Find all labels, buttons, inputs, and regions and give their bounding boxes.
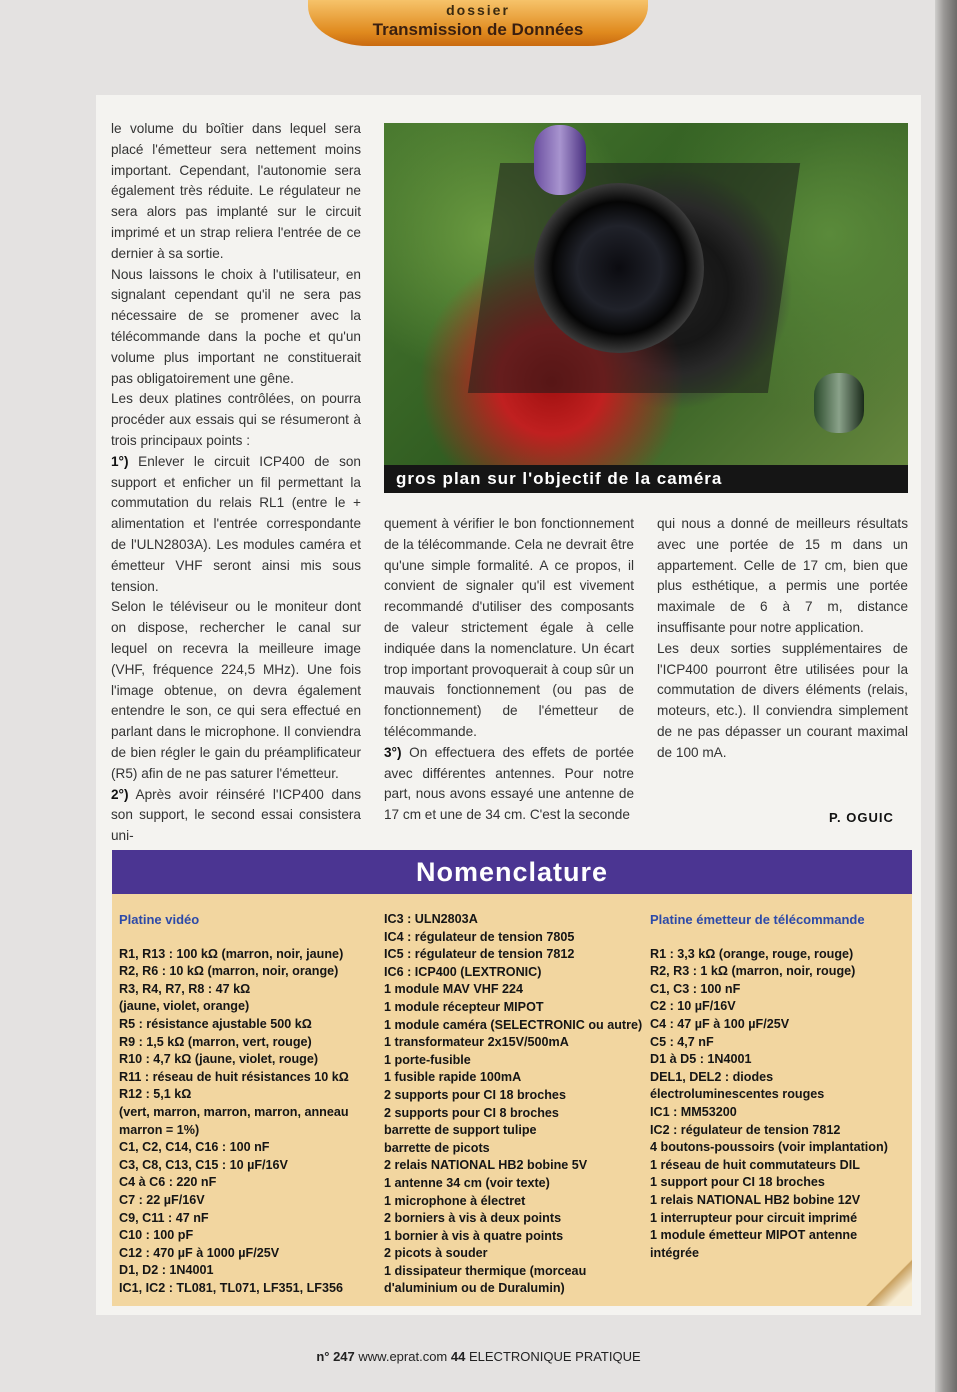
list-item: R2, R3 : 1 kΩ (marron, noir, rouge) [650, 964, 856, 979]
header-kicker: dossier [446, 2, 510, 18]
nomenclature-title: Nomenclature [112, 850, 912, 894]
camera-lens-photo [384, 123, 908, 493]
author-signature: P. OGUIC [829, 810, 894, 825]
list-item: D1, D2 : 1N4001 [119, 1263, 214, 1278]
list-item: 2 supports pour CI 8 broches [384, 1105, 559, 1120]
list-item: 1 interrupteur pour circuit imprimé [650, 1210, 858, 1225]
header-section-title: Transmission de Données [372, 20, 584, 39]
list-item: IC5 : régulateur de tension 7812 [384, 947, 575, 962]
nomenclature-heading: Platine vidéo [119, 912, 200, 927]
list-item: R1 : 3,3 kΩ (orange, rouge, rouge) [650, 946, 854, 961]
page-number: 44 [450, 1349, 466, 1364]
list-item: IC3 : ULN2803A [384, 912, 478, 926]
capacitor-shape [814, 373, 864, 433]
list-item: R1, R13 : 100 kΩ (marron, noir, jaune) [119, 946, 344, 961]
photo-caption: gros plan sur l'objectif de la caméra [384, 465, 908, 493]
paragraph: Selon le téléviseur ou le moniteur dont on dispose, rechercher le canal sur lequel on recevra la meilleure image (VHF, fréquence 224,5 MHz). Une fois l'image obtenue, on devra également entendre le son, ce qui sera effectué en parlant dans le microphone. Il conviendra de bien régler le gain du préamplificateur (R5) afin de ne pas saturer l'émetteur. [111, 599, 361, 781]
paragraph: quement à vérifier le bon fonctionnement de la télécommande. Cela ne devrait être qu'une simple formalité. A ce propos, il convient de signaler qu'il est vivement recommandé d'utiliser des composants de valeur strictement égale à celle indiquée dans la nomenclature. Un écart trop important provoquerait à coup sûr un mauvais fonctionnement (ou pas de fonctionnement) de l'émetteur de télécommande. [384, 516, 634, 739]
list-item: 2 supports pour CI 18 broches [384, 1087, 566, 1102]
paragraph: Les deux platines contrôlées, on pourra procéder aux essais qui se résumeront à trois principaux points : [111, 391, 361, 448]
list-item: C5 : 4,7 nF [650, 1034, 714, 1049]
list-item: IC2 : régulateur de tension 7812 [650, 1122, 841, 1137]
list-item: 1 antenne 34 cm (voir texte) [384, 1175, 550, 1190]
page-footer [0, 1349, 957, 1364]
list-item: 1 relais NATIONAL HB2 bobine 12V [650, 1192, 861, 1207]
list-item: R11 : réseau de huit résistances 10 kΩ [119, 1069, 349, 1084]
list-item: 2 picots à souder [384, 1246, 488, 1261]
list-item: (jaune, violet, orange) [119, 999, 250, 1014]
list-item: 1 microphone à électret [384, 1193, 526, 1208]
list-item: (vert, marron, marron, marron, anneau marron = 1%) [119, 1104, 349, 1137]
step-number: 3°) [384, 744, 402, 760]
article-column-3 [657, 514, 908, 764]
list-item: C7 : 22 µF/16V [119, 1192, 205, 1207]
list-item: IC6 : ICP400 (LEXTRONIC) [384, 964, 542, 979]
list-item: 1 module récepteur MIPOT [384, 999, 544, 1014]
list-item: D1 à D5 : 1N4001 [650, 1052, 752, 1067]
list-item: 2 borniers à vis à deux points [384, 1211, 562, 1226]
list-item: 1 bornier à vis à quatre points [384, 1228, 564, 1243]
step-number: 2°) [111, 786, 129, 802]
step-text: Après avoir réinséré l'ICP400 dans son support, le second essai consistera uni- [111, 786, 361, 844]
step-text: On effectuera des effets de portée avec différentes antennes. Pour notre part, nous avons essayé une antenne de 17 cm et une de 34 cm. C'est la seconde [384, 744, 634, 823]
list-item: barrette de support tulipe [384, 1123, 537, 1138]
paragraph: le volume du boîtier dans lequel sera placé l'émetteur sera nettement moins important. Cependant, l'autonomie sera également très réduite. Le régulateur ne sera alors pas implanté sur le circuit imprimé et un strap reliera l'entrée de ce dernier à sa sortie. [111, 121, 361, 261]
list-item: R9 : 1,5 kΩ (marron, vert, rouge) [119, 1034, 312, 1049]
list-item: 1 module MAV VHF 224 [384, 982, 524, 997]
list-item: C1, C3 : 100 nF [650, 981, 741, 996]
paragraph-step-2 [111, 785, 361, 847]
paragraph-step-3 [384, 743, 634, 826]
issue-number: n° 247 [316, 1349, 355, 1364]
article-column-2 [384, 514, 634, 826]
list-item: C2 : 10 µF/16V [650, 999, 736, 1014]
list-item: IC4 : régulateur de tension 7805 [384, 929, 575, 944]
list-item: C12 : 470 µF à 1000 µF/25V [119, 1245, 280, 1260]
list-item: 2 relais NATIONAL HB2 bobine 5V [384, 1158, 588, 1173]
website-url: www.eprat.com [358, 1349, 448, 1364]
capacitor-shape [534, 125, 586, 195]
list-item: 1 module émetteur MIPOT antenne intégrée [650, 1228, 858, 1260]
step-number: 1°) [111, 453, 129, 469]
list-item: C9, C11 : 47 nF [119, 1210, 209, 1225]
list-item: C3, C8, C13, C15 : 10 µF/16V [119, 1157, 288, 1172]
paragraph: Les deux sorties supplémentaires de l'ICP400 pourront être utilisées pour la commutation de divers éléments (relais, moteurs, etc.). Il conviendra simplement de ne pas dépasser un courant maximal de 100 mA. [657, 640, 908, 760]
magazine-name: ELECTRONIQUE PRATIQUE [468, 1349, 641, 1364]
article-column-1 [111, 119, 361, 847]
step-text: Enlever le circuit ICP400 de son support et enficher un fil permettant la commutation du relais RL1 (entre le + alimentation et l'entrée correspondante de l'ULN2803A). Les modules caméra et émetteur VHF seront ainsi mis sous tension. [111, 453, 361, 594]
list-item: barrette de picots [384, 1140, 490, 1155]
list-item: C4 : 47 µF à 100 µF/25V [650, 1016, 790, 1031]
list-item: R2, R6 : 10 kΩ (marron, noir, orange) [119, 964, 339, 979]
camera-lens-shape [534, 183, 704, 353]
nomenclature-column-remote [650, 911, 902, 1262]
list-item: R3, R4, R7, R8 : 47 kΩ [119, 981, 251, 996]
list-item: DEL1, DEL2 : diodes électroluminescentes rouges [650, 1069, 825, 1102]
list-item: IC1 : MM53200 [650, 1104, 737, 1119]
nomenclature-heading: Platine émetteur de télécommande [650, 912, 865, 927]
list-item: 1 transformateur 2x15V/500mA [384, 1035, 569, 1050]
list-item: R12 : 5,1 kΩ [119, 1087, 192, 1102]
section-header-tab [308, 0, 648, 46]
list-item: C1, C2, C14, C16 : 100 nF [119, 1140, 270, 1155]
paragraph-step-1 [111, 452, 361, 598]
list-item: 1 dissipateur thermique (morceau d'aluminium ou de Duralumin) [384, 1263, 587, 1296]
list-item: IC1, IC2 : TL081, TL071, LF351, LF356 [119, 1280, 343, 1295]
nomenclature-column-video [119, 911, 369, 1297]
list-item: 4 boutons-poussoirs (voir implantation) [650, 1140, 888, 1155]
paragraph: Nous laissons le choix à l'utilisateur, en signalant cependant qu'il ne sera pas nécessaire de se promener avec la télécommande dans la poche et qu'un volume plus important ne constituerait pas obligatoirement une gêne. [111, 266, 361, 386]
list-item: R5 : résistance ajustable 500 kΩ [119, 1016, 312, 1031]
list-item: 1 porte-fusible [384, 1052, 471, 1067]
paragraph: qui nous a donné de meilleurs résultats avec une portée de 15 m dans un appartement. Celle de 17 cm, bien que plus esthétique, a permis une portée maximale de 6 à 7 m, distance insuffisante pour notre application. [657, 516, 908, 635]
list-item: 1 support pour CI 18 broches [650, 1175, 825, 1190]
list-item: C10 : 100 pF [119, 1228, 194, 1243]
list-item: 1 réseau de huit commutateurs DIL [650, 1157, 860, 1172]
list-item: 1 module caméra (SELECTRONIC ou autre) [384, 1017, 643, 1032]
magazine-spine [935, 0, 957, 1392]
list-item: R10 : 4,7 kΩ (jaune, violet, rouge) [119, 1052, 319, 1067]
list-item: C4 à C6 : 220 nF [119, 1175, 217, 1190]
list-item: 1 fusible rapide 100mA [384, 1070, 522, 1085]
nomenclature-column-parts [384, 911, 643, 1298]
